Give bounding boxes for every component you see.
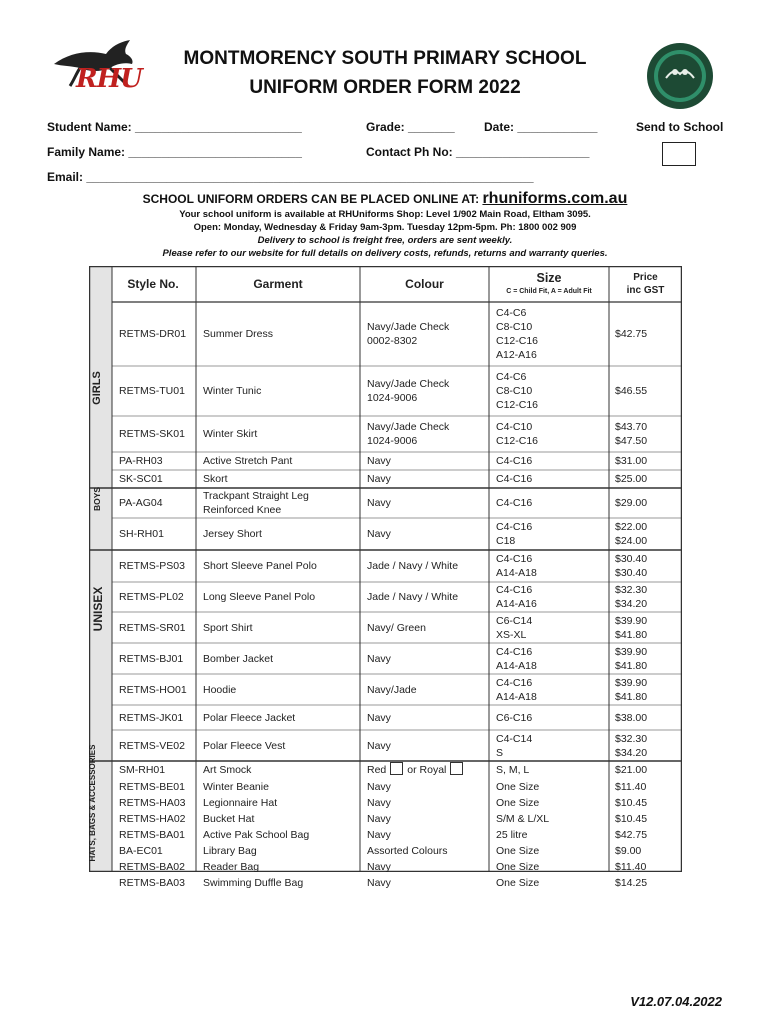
cell-size-text: A14-A18 bbox=[496, 690, 537, 703]
cell-size-text: C4-C16 bbox=[496, 521, 533, 533]
header-colour: Colour bbox=[405, 277, 444, 291]
cell-garment bbox=[203, 527, 262, 541]
online-order-text: SCHOOL UNIFORM ORDERS CAN BE PLACED ONLINE AT: bbox=[142, 192, 480, 206]
cell-size bbox=[496, 676, 537, 704]
cell-price bbox=[615, 384, 647, 398]
cell-style bbox=[119, 860, 185, 874]
cell-price bbox=[615, 860, 646, 874]
cell-garment bbox=[203, 489, 309, 517]
cell-style bbox=[119, 472, 163, 486]
cell-price bbox=[615, 796, 647, 810]
cell-price bbox=[615, 711, 647, 725]
cell-garment-text: Active Stretch Pant bbox=[203, 455, 293, 467]
cell-price-text: $32.30 bbox=[615, 732, 648, 745]
cell-price bbox=[615, 583, 647, 611]
cell-garment-text: Legionnaire Hat bbox=[203, 797, 278, 809]
version-number: V12.07.04.2022 bbox=[630, 994, 722, 1009]
cell-price-text: $41.80 bbox=[615, 628, 648, 641]
cell-price-text: $29.00 bbox=[615, 497, 648, 509]
cell-garment-text: Hoodie bbox=[203, 683, 237, 696]
cell-price bbox=[615, 732, 647, 760]
cell-colour bbox=[367, 812, 391, 826]
cell-style-text: RETMS-SK01 bbox=[119, 428, 185, 440]
cell-colour bbox=[367, 377, 449, 405]
cell-garment-text: Trackpant Straight Leg bbox=[203, 490, 309, 502]
cell-size-text: C8-C10 bbox=[496, 385, 533, 397]
cell-colour-text: Navy bbox=[367, 652, 391, 665]
cell-style bbox=[119, 739, 185, 753]
cell-garment-text: Winter Tunic bbox=[203, 385, 262, 397]
cell-size-text: S, M, L bbox=[496, 764, 530, 776]
cell-colour-text: 1024-9006 bbox=[367, 435, 418, 447]
cell-style-text: SK-SC01 bbox=[119, 473, 163, 485]
cell-garment bbox=[203, 652, 273, 666]
cell-colour-text: or Royal bbox=[407, 764, 447, 776]
cell-price bbox=[615, 420, 647, 448]
red-checkbox[interactable] bbox=[390, 762, 403, 775]
contact-phone-field[interactable]: Contact Ph No: ____________________ bbox=[366, 145, 590, 159]
cell-size bbox=[496, 370, 538, 412]
cell-size-text: C4-C6 bbox=[496, 371, 527, 383]
cell-price bbox=[615, 645, 647, 673]
cell-style-text: RETMS-HA02 bbox=[119, 813, 186, 825]
form-title: UNIFORM ORDER FORM 2022 bbox=[249, 77, 521, 98]
cell-price bbox=[615, 844, 641, 858]
cell-price-text: $24.00 bbox=[615, 535, 648, 547]
cell-size-text: C4-C16 bbox=[496, 455, 533, 467]
logo-text: RHU bbox=[76, 64, 142, 94]
cell-colour-text: Navy bbox=[367, 813, 391, 825]
send-to-school-checkbox[interactable] bbox=[662, 142, 696, 166]
cell-colour bbox=[367, 527, 391, 541]
cell-garment-text: Library Bag bbox=[203, 845, 257, 857]
cell-colour bbox=[367, 496, 391, 510]
cell-garment bbox=[203, 844, 257, 858]
cell-garment-text: Long Sleeve Panel Polo bbox=[203, 591, 316, 603]
school-crest bbox=[646, 42, 714, 110]
header-price-line2: inc GST bbox=[626, 285, 665, 296]
cell-colour-text: Navy bbox=[367, 877, 391, 889]
cell-price-text: $47.50 bbox=[615, 435, 648, 447]
cell-colour bbox=[367, 828, 391, 842]
uniform-order-table bbox=[88, 266, 682, 889]
cell-style-text: SH-RH01 bbox=[119, 528, 164, 540]
cell-style-text: RETMS-BE01 bbox=[119, 781, 185, 793]
refer-info-text: Please refer to our website for full details on delivery costs, refunds, returns and warranty queries. bbox=[162, 248, 608, 259]
cell-colour-text: Navy/Jade Check bbox=[367, 321, 450, 333]
cell-size-text: C6-C14 bbox=[496, 614, 533, 627]
cell-size bbox=[496, 520, 532, 548]
cell-garment-text: Bomber Jacket bbox=[203, 652, 274, 665]
cell-price-text: $39.90 bbox=[615, 676, 648, 689]
cell-garment-text: Swimming Duffle Bag bbox=[203, 877, 304, 889]
cell-colour-text: Navy/ Green bbox=[367, 621, 426, 634]
cell-size bbox=[496, 812, 549, 826]
cell-colour-text: 0002-8302 bbox=[367, 335, 418, 347]
cell-style bbox=[119, 527, 164, 541]
cell-garment bbox=[203, 327, 273, 341]
cell-size-text: A14-A18 bbox=[496, 567, 537, 579]
cell-size bbox=[496, 860, 539, 874]
cell-price-text: $11.40 bbox=[615, 861, 647, 873]
cell-garment-text: Polar Fleece Jacket bbox=[203, 711, 296, 724]
cell-price bbox=[615, 614, 647, 642]
cell-garment bbox=[203, 739, 285, 753]
cell-size-text: XS-XL bbox=[496, 628, 527, 641]
cell-style bbox=[119, 327, 186, 341]
cell-size-text: C12-C16 bbox=[496, 399, 539, 411]
cell-style bbox=[119, 652, 183, 666]
cell-size-text: C4-C16 bbox=[496, 645, 533, 658]
email-field[interactable]: Email: ___________________________________________________________________ bbox=[47, 170, 534, 184]
cell-garment bbox=[203, 472, 228, 486]
cell-size-text: C4-C16 bbox=[496, 473, 533, 485]
cell-colour-text: Navy/Jade Check bbox=[367, 378, 450, 390]
cell-size-text: A12-A16 bbox=[496, 349, 537, 361]
cell-price-text: $25.00 bbox=[615, 473, 648, 485]
cell-style-text: SM-RH01 bbox=[119, 764, 166, 776]
cell-size-text: C12-C16 bbox=[496, 435, 539, 447]
cell-style bbox=[119, 384, 185, 398]
cell-style-text: RETMS-BA02 bbox=[119, 861, 185, 873]
cell-size-text: C6-C16 bbox=[496, 711, 533, 724]
cell-price-text: $42.75 bbox=[615, 829, 648, 841]
royal-checkbox[interactable] bbox=[450, 762, 463, 775]
header-size-note: C = Child Fit, A = Adult Fit bbox=[506, 288, 592, 295]
cell-price-text: $10.45 bbox=[615, 813, 648, 825]
cell-garment-text: Bucket Hat bbox=[203, 813, 255, 825]
cell-colour-text: Navy bbox=[367, 739, 391, 752]
cell-size-text: C4-C16 bbox=[496, 497, 533, 509]
section-accessories: HATS, BAGS & ACCESSORIES bbox=[88, 744, 97, 862]
website-link[interactable]: rhuniforms.com.au bbox=[482, 190, 628, 207]
cell-style-text: PA-AG04 bbox=[119, 497, 163, 509]
cell-size bbox=[496, 763, 529, 777]
cell-style-text: RETMS-PL02 bbox=[119, 591, 184, 603]
cell-size-text: A14-A18 bbox=[496, 659, 537, 672]
cell-style bbox=[119, 812, 186, 826]
cell-price-text: $21.00 bbox=[615, 764, 648, 776]
cell-size bbox=[496, 496, 532, 510]
cell-colour bbox=[367, 621, 426, 635]
cell-style-text: RETMS-VE02 bbox=[119, 739, 185, 752]
cell-garment bbox=[203, 590, 315, 604]
cell-price bbox=[615, 876, 647, 890]
cell-price-text: $38.00 bbox=[615, 711, 648, 724]
header-style: Style No. bbox=[127, 277, 179, 291]
family-name-field[interactable]: Family Name: __________________________ bbox=[47, 145, 302, 159]
refer-info-line bbox=[100, 248, 670, 259]
header-garment: Garment bbox=[253, 277, 303, 291]
cell-size bbox=[496, 472, 532, 486]
school-title: MONTMORENCY SOUTH PRIMARY SCHOOL bbox=[183, 48, 587, 69]
cell-style bbox=[119, 621, 186, 635]
cell-garment-text: Summer Dress bbox=[203, 328, 274, 340]
cell-colour bbox=[367, 472, 391, 486]
cell-price-text: $41.80 bbox=[615, 659, 648, 672]
cell-colour bbox=[367, 590, 458, 604]
cell-colour-text: Assorted Colours bbox=[367, 845, 448, 857]
cell-garment-text: Sport Shirt bbox=[203, 621, 253, 634]
cell-colour bbox=[367, 652, 391, 666]
cell-colour bbox=[367, 739, 391, 753]
cell-garment bbox=[203, 828, 309, 842]
cell-colour bbox=[367, 559, 458, 573]
cell-style-text: RETMS-DR01 bbox=[119, 328, 187, 340]
cell-garment bbox=[203, 683, 236, 697]
cell-size bbox=[496, 552, 537, 580]
cell-colour-text: Jade / Navy / White bbox=[367, 560, 459, 572]
cell-style bbox=[119, 844, 163, 858]
cell-style-text: PA-RH03 bbox=[119, 455, 163, 467]
cell-price bbox=[615, 496, 647, 510]
cell-colour bbox=[367, 420, 449, 448]
cell-style-text: RETMS-HO01 bbox=[119, 683, 187, 696]
cell-garment bbox=[203, 384, 261, 398]
cell-garment-text: Jersey Short bbox=[203, 528, 262, 540]
cell-style-text: BA-EC01 bbox=[119, 845, 163, 857]
cell-size bbox=[496, 583, 537, 611]
cell-size-text: 25 litre bbox=[496, 829, 528, 841]
cell-style-text: RETMS-HA03 bbox=[119, 797, 186, 809]
cell-price-text: $39.90 bbox=[615, 614, 648, 627]
cell-garment-text: Short Sleeve Panel Polo bbox=[203, 560, 317, 572]
cell-style bbox=[119, 763, 165, 777]
cell-price bbox=[615, 520, 647, 548]
cell-price-text: $9.00 bbox=[615, 845, 642, 857]
cell-colour bbox=[367, 320, 449, 348]
cell-price bbox=[615, 552, 647, 580]
cell-price-text: $14.25 bbox=[615, 877, 648, 889]
cell-garment bbox=[203, 427, 257, 441]
cell-style bbox=[119, 683, 187, 697]
cell-price bbox=[615, 676, 647, 704]
grade-field[interactable]: Grade: _______ bbox=[366, 120, 455, 134]
cell-colour bbox=[367, 876, 391, 890]
cell-size-text: S bbox=[496, 746, 504, 759]
cell-garment-text: Reinforced Knee bbox=[203, 504, 282, 516]
cell-colour-text: 1024-9006 bbox=[367, 392, 418, 404]
cell-colour bbox=[367, 683, 417, 697]
cell-style-text: RETMS-TU01 bbox=[119, 385, 185, 397]
cell-price-text: $31.00 bbox=[615, 455, 648, 467]
cell-colour bbox=[367, 796, 391, 810]
cell-size-text: C18 bbox=[496, 535, 516, 547]
cell-size bbox=[496, 844, 539, 858]
send-to-school-label: Send to School bbox=[636, 120, 724, 134]
cell-size-text: C4-C6 bbox=[496, 307, 527, 319]
cell-size bbox=[496, 614, 532, 642]
rhu-logo bbox=[50, 38, 142, 104]
cell-price bbox=[615, 780, 646, 794]
hours-info-line: Open: Monday, Wednesday & Friday 9am-3pm. Tuesday 12pm-5pm. Ph: 1800 002 909 bbox=[193, 222, 577, 233]
cell-colour-text: Navy bbox=[367, 528, 391, 540]
cell-colour-text: Navy bbox=[367, 455, 391, 467]
cell-size bbox=[496, 645, 537, 673]
cell-size-text: One Size bbox=[496, 877, 540, 889]
cell-style bbox=[119, 828, 185, 842]
cell-colour-text: Red bbox=[367, 764, 387, 776]
cell-size-text: C4-C10 bbox=[496, 421, 533, 433]
cell-style-text: RETMS-BJ01 bbox=[119, 652, 184, 665]
cell-size bbox=[496, 876, 539, 890]
cell-size bbox=[496, 420, 538, 448]
header-size: Size bbox=[536, 271, 562, 285]
cell-colour-text: Navy bbox=[367, 497, 391, 509]
cell-style-text: RETMS-BA03 bbox=[119, 877, 185, 889]
cell-size-text: C8-C10 bbox=[496, 321, 533, 333]
cell-style bbox=[119, 796, 186, 810]
cell-size-text: One Size bbox=[496, 781, 540, 793]
cell-colour bbox=[367, 860, 391, 874]
cell-price-text: $32.30 bbox=[615, 584, 648, 596]
cell-garment bbox=[203, 860, 259, 874]
cell-size-text: C12-C16 bbox=[496, 335, 539, 347]
cell-colour-text: Navy/Jade Check bbox=[367, 421, 450, 433]
cell-garment bbox=[203, 780, 269, 794]
cell-colour bbox=[367, 762, 467, 777]
cell-garment bbox=[203, 559, 317, 573]
cell-size bbox=[496, 306, 538, 362]
section-boys: BOYS bbox=[92, 486, 102, 512]
cell-garment-text: Winter Skirt bbox=[203, 428, 258, 440]
cell-colour-text: Navy bbox=[367, 797, 391, 809]
cell-style-text: RETMS-PS03 bbox=[119, 560, 185, 572]
cell-colour-text: Navy/Jade bbox=[367, 683, 417, 696]
cell-price-text: $39.90 bbox=[615, 645, 648, 658]
cell-price-text: $11.40 bbox=[615, 781, 647, 793]
cell-size-text: One Size bbox=[496, 797, 540, 809]
cell-size bbox=[496, 732, 532, 760]
cell-garment bbox=[203, 876, 303, 890]
cell-price-text: $30.40 bbox=[615, 567, 648, 579]
cell-price bbox=[615, 472, 647, 486]
cell-price-text: $46.55 bbox=[615, 385, 648, 397]
cell-price-text: $10.45 bbox=[615, 797, 648, 809]
cell-garment bbox=[203, 796, 277, 810]
cell-price bbox=[615, 828, 647, 842]
shop-info-line: Your school uniform is available at RHUniforms Shop: Level 1/902 Main Road, Eltham 3095. bbox=[179, 209, 591, 220]
cell-price-text: $22.00 bbox=[615, 521, 648, 533]
cell-garment-text: Active Pak School Bag bbox=[203, 829, 310, 841]
cell-price-text: $42.75 bbox=[615, 328, 648, 340]
cell-price-text: $34.20 bbox=[615, 746, 648, 759]
cell-price bbox=[615, 454, 647, 468]
cell-style-text: RETMS-BA01 bbox=[119, 829, 185, 841]
cell-size-text: C4-C16 bbox=[496, 584, 533, 596]
cell-style bbox=[119, 590, 184, 604]
delivery-info-text: Delivery to school is freight free, orders are sent weekly. bbox=[257, 235, 513, 246]
cell-size-text: C4-C16 bbox=[496, 676, 533, 689]
cell-style bbox=[119, 780, 185, 794]
cell-size bbox=[496, 454, 532, 468]
online-order-line bbox=[100, 190, 670, 208]
cell-price-text: $30.40 bbox=[615, 553, 648, 565]
cell-price-text: $41.80 bbox=[615, 690, 648, 703]
cell-price-text: $43.70 bbox=[615, 421, 648, 433]
cell-style bbox=[119, 559, 185, 573]
header-price-line1: Price bbox=[633, 272, 658, 283]
cell-price bbox=[615, 812, 647, 826]
cell-size-text: One Size bbox=[496, 861, 540, 873]
section-unisex: UNISEX bbox=[91, 586, 105, 632]
cell-garment-text: Winter Beanie bbox=[203, 781, 269, 793]
cell-size bbox=[496, 711, 532, 725]
cell-garment-text: Polar Fleece Vest bbox=[203, 739, 286, 752]
cell-size bbox=[496, 828, 528, 842]
cell-garment bbox=[203, 763, 251, 777]
cell-garment bbox=[203, 711, 295, 725]
cell-colour-text: Navy bbox=[367, 711, 391, 724]
cell-colour-text: Navy bbox=[367, 781, 391, 793]
cell-style bbox=[119, 496, 163, 510]
cell-garment-text: Reader Bag bbox=[203, 861, 260, 873]
delivery-info-line bbox=[100, 235, 670, 246]
cell-colour bbox=[367, 711, 391, 725]
cell-garment-text: Art Smock bbox=[203, 764, 252, 776]
cell-size-text: C4-C14 bbox=[496, 732, 533, 745]
cell-garment bbox=[203, 812, 254, 826]
cell-colour-text: Jade / Navy / White bbox=[367, 591, 459, 603]
cell-style bbox=[119, 454, 163, 468]
cell-size bbox=[496, 780, 539, 794]
cell-colour-text: Navy bbox=[367, 829, 391, 841]
cell-style bbox=[119, 876, 185, 890]
cell-size-text: One Size bbox=[496, 845, 540, 857]
cell-garment-text: Skort bbox=[203, 473, 228, 485]
cell-colour-text: Navy bbox=[367, 861, 391, 873]
cell-colour bbox=[367, 780, 391, 794]
cell-colour bbox=[367, 454, 391, 468]
cell-style bbox=[119, 427, 185, 441]
cell-size-text: C4-C16 bbox=[496, 553, 533, 565]
cell-size-text: S/M & L/XL bbox=[496, 813, 550, 825]
cell-garment bbox=[203, 621, 253, 635]
cell-garment bbox=[203, 454, 292, 468]
cell-size bbox=[496, 796, 539, 810]
cell-size-text: A14-A16 bbox=[496, 598, 537, 610]
date-field[interactable]: Date: ____________ bbox=[484, 120, 598, 134]
cell-colour bbox=[367, 844, 448, 858]
section-girls: GIRLS bbox=[91, 371, 103, 405]
cell-style-text: RETMS-JK01 bbox=[119, 711, 184, 724]
cell-style-text: RETMS-SR01 bbox=[119, 621, 186, 634]
cell-colour-text: Navy bbox=[367, 473, 391, 485]
cell-price-text: $34.20 bbox=[615, 598, 648, 610]
cell-style bbox=[119, 711, 183, 725]
cell-price bbox=[615, 327, 647, 341]
student-name-field[interactable]: Student Name: _________________________ bbox=[47, 120, 302, 134]
cell-price bbox=[615, 763, 647, 777]
